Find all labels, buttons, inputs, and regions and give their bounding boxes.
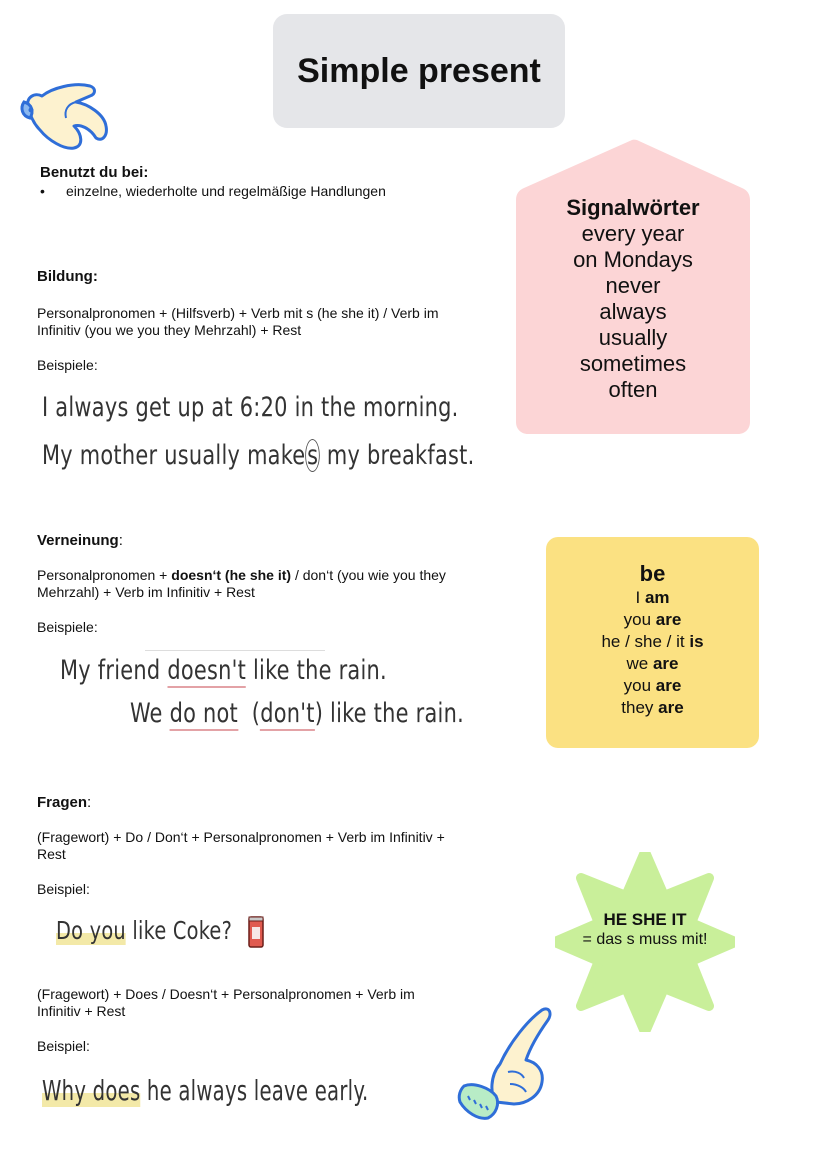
- bildung-example-1: I always get up at 6:20 in the morning.: [42, 392, 459, 423]
- signal-word: every year: [581, 221, 685, 246]
- be-row: [546, 697, 759, 719]
- be-row: [546, 609, 759, 631]
- usage-bullet: •: [40, 183, 45, 199]
- fragen-heading: [37, 794, 91, 811]
- example-text: my breakfast.: [319, 440, 475, 471]
- signal-word: never: [605, 273, 661, 298]
- verneinung-example-1: [60, 655, 387, 686]
- rule-text: Personalpronomen +: [37, 567, 172, 583]
- page-title: Simple present: [297, 51, 541, 90]
- verneinung-rule-line1: [37, 567, 446, 584]
- signal-words-box: [516, 138, 750, 434]
- be-pronoun: he / she / it: [601, 632, 690, 651]
- be-verb: are: [652, 654, 679, 673]
- fragen-heading-text: Fragen: [37, 794, 88, 811]
- be-conjugation-box: [546, 537, 759, 748]
- example-text: My mother usually make: [42, 440, 306, 471]
- be-verb: are: [658, 698, 684, 717]
- example-text: ) like the rain.: [314, 698, 464, 729]
- bildung-heading: Bildung:: [37, 268, 98, 285]
- be-verb: am: [644, 588, 670, 607]
- be-verb: is: [689, 632, 704, 651]
- fragen-rule1-line2: Rest: [37, 846, 66, 862]
- underlined-word: doesn't: [167, 655, 247, 686]
- be-pronoun: we: [626, 654, 653, 673]
- underlined-word: do not: [169, 698, 239, 729]
- be-pronoun: you: [623, 610, 656, 629]
- verneinung-heading: [37, 532, 123, 549]
- rule-text: / don‘t (you wie you they: [291, 567, 446, 583]
- he-she-it-hint: [555, 852, 735, 1032]
- be-row: [546, 653, 759, 675]
- fragen-example-label-1: Beispiel:: [37, 881, 90, 897]
- fragen-rule2-line1: (Fragewort) + Does / Doesn‘t + Personalpronomen + Verb im: [37, 986, 415, 1002]
- hint-title: HE SHE IT: [603, 910, 687, 929]
- circled-s: s: [307, 440, 319, 471]
- highlighted-phrase: Why does: [42, 1074, 141, 1107]
- hand-pointing-icon: [18, 80, 113, 155]
- signal-word: on Mondays: [573, 247, 693, 272]
- fragen-example-label-2: Beispiel:: [37, 1038, 90, 1054]
- fragen-example-1: [56, 916, 232, 945]
- coke-can-icon: [246, 914, 266, 950]
- highlighted-phrase: Do you: [56, 916, 126, 945]
- example-text: We: [130, 698, 170, 729]
- underlined-word: don't: [260, 698, 315, 729]
- verneinung-rule-line2: Mehrzahl) + Verb im Infinitiv + Rest: [37, 584, 255, 600]
- rule-bold: doesn‘t (he she it): [171, 567, 292, 583]
- usage-item: einzelne, wiederholte und regelmäßige Handlungen: [66, 183, 386, 199]
- verneinung-example-2: [130, 698, 464, 729]
- example-text: like Coke?: [125, 916, 233, 945]
- be-pronoun: I: [635, 588, 645, 607]
- bildung-example-2: [42, 440, 474, 471]
- signal-heading: Signalwörter: [566, 195, 700, 220]
- be-pronoun: they: [621, 698, 659, 717]
- signal-word: always: [599, 299, 667, 324]
- verneinung-examples-label: Beispiele:: [37, 619, 98, 635]
- fragen-example-2: [42, 1074, 369, 1107]
- example-text: he always leave early.: [140, 1074, 369, 1107]
- signal-word: usually: [598, 325, 668, 350]
- colon: :: [118, 532, 123, 549]
- fragen-rule1-line1: (Fragewort) + Do / Don‘t + Personalpronomen + Verb im Infinitiv +: [37, 829, 445, 845]
- bildung-rule-line1: Personalpronomen + (Hilfsverb) + Verb mit s (he she it) / Verb im: [37, 305, 439, 321]
- divider: [145, 650, 325, 651]
- bildung-examples-label: Beispiele:: [37, 357, 98, 373]
- be-row: [546, 587, 759, 609]
- verneinung-heading-text: Verneinung: [37, 532, 119, 549]
- be-row: [546, 675, 759, 697]
- bildung-rule-line2: Infinitiv (you we you they Mehrzahl) + Rest: [37, 322, 302, 338]
- example-text: My friend: [60, 655, 168, 686]
- usage-heading: Benutzt du bei:: [40, 164, 149, 181]
- signal-word: sometimes: [579, 351, 687, 376]
- example-text: like the rain.: [246, 655, 387, 686]
- example-text: (: [238, 698, 261, 729]
- hint-text: = das s muss mit!: [582, 931, 708, 948]
- be-title: be: [639, 561, 666, 586]
- colon: :: [87, 794, 92, 811]
- finger-pointing-hand-icon: [456, 1004, 556, 1132]
- be-pronoun: you: [623, 676, 656, 695]
- signal-word: often: [608, 377, 658, 402]
- be-row: [546, 631, 759, 653]
- fragen-rule2-line2: Infinitiv + Rest: [37, 1003, 126, 1019]
- be-verb: are: [655, 676, 682, 695]
- be-verb: are: [655, 610, 682, 629]
- title-box: [273, 14, 565, 128]
